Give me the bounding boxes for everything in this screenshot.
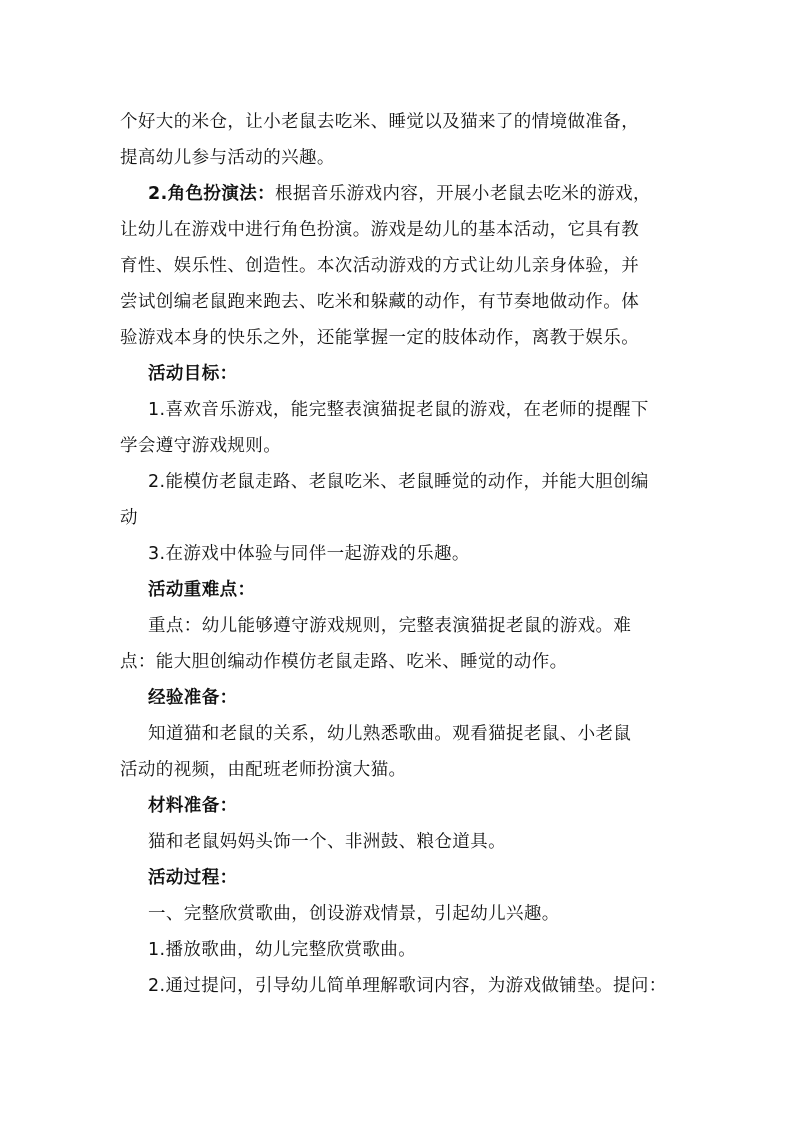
key-points-line-2: 点：能大胆创编动作模仿老鼠走路、吃米、睡觉的动作。 (120, 652, 568, 672)
goals-heading: 活动目标： (148, 364, 238, 384)
method2-line-1-text: 根据音乐游戏内容，开展小老鼠去吃米的游戏， (275, 184, 651, 204)
intro-line-1: 个好大的米仓，让小老鼠去吃米、睡觉以及猫来了的情境做准备， (120, 112, 640, 132)
method2-line-2: 让幼儿在游戏中进行角色扮演。游戏是幼儿的基本活动，它具有教 (120, 220, 640, 240)
goal-2-line-2: 动 (120, 508, 138, 528)
materials-heading: 材料准备： (148, 796, 238, 816)
experience-line-2: 活动的视频，由配班老师扮演大猫。 (120, 760, 407, 780)
process-heading: 活动过程： (148, 868, 238, 888)
materials-line-1: 猫和老鼠妈妈头饰一个、非洲鼓、粮仓道具。 (148, 832, 506, 852)
method2-line-4: 尝试创编老鼠跑来跑去、吃米和躲藏的动作，有节奏地做动作。体 (120, 292, 640, 312)
method2-paragraph-line-1 (148, 182, 651, 206)
goal-1-line-2: 学会遵守游戏规则。 (120, 436, 282, 456)
key-points-heading: 活动重难点： (148, 580, 256, 600)
method2-line-5: 验游戏本身的快乐之外，还能掌握一定的肢体动作，离教于娱乐。 (120, 328, 640, 348)
experience-heading: 经验准备： (148, 688, 238, 708)
experience-line-1: 知道猫和老鼠的关系，幼儿熟悉歌曲。观看猫捉老鼠、小老鼠 (148, 724, 632, 744)
process-line-1: 一、完整欣赏歌曲，创设游戏情景，引起幼儿兴趣。 (148, 904, 560, 924)
key-points-line-1: 重点：幼儿能够遵守游戏规则，完整表演猫捉老鼠的游戏。难 (148, 616, 632, 636)
intro-line-2: 提高幼儿参与活动的兴趣。 (120, 148, 335, 168)
goal-1-line-1: 1.喜欢音乐游戏，能完整表演猫捉老鼠的游戏，在老师的提醒下 (148, 400, 649, 420)
method2-line-3: 育性、娱乐性、创造性。本次活动游戏的方式让幼儿亲身体验，并 (120, 256, 640, 276)
method2-heading: 2.角色扮演法： (148, 184, 276, 204)
process-line-2: 1.播放歌曲，幼儿完整欣赏歌曲。 (148, 940, 417, 960)
goal-2-line-1: 2.能模仿老鼠走路、老鼠吃米、老鼠睡觉的动作，并能大胆创编 (148, 472, 649, 492)
process-line-3: 2.通过提问，引导幼儿简单理解歌词内容，为游戏做铺垫。提问： (148, 976, 667, 996)
goal-3: 3.在游戏中体验与同伴一起游戏的乐趣。 (148, 544, 470, 564)
